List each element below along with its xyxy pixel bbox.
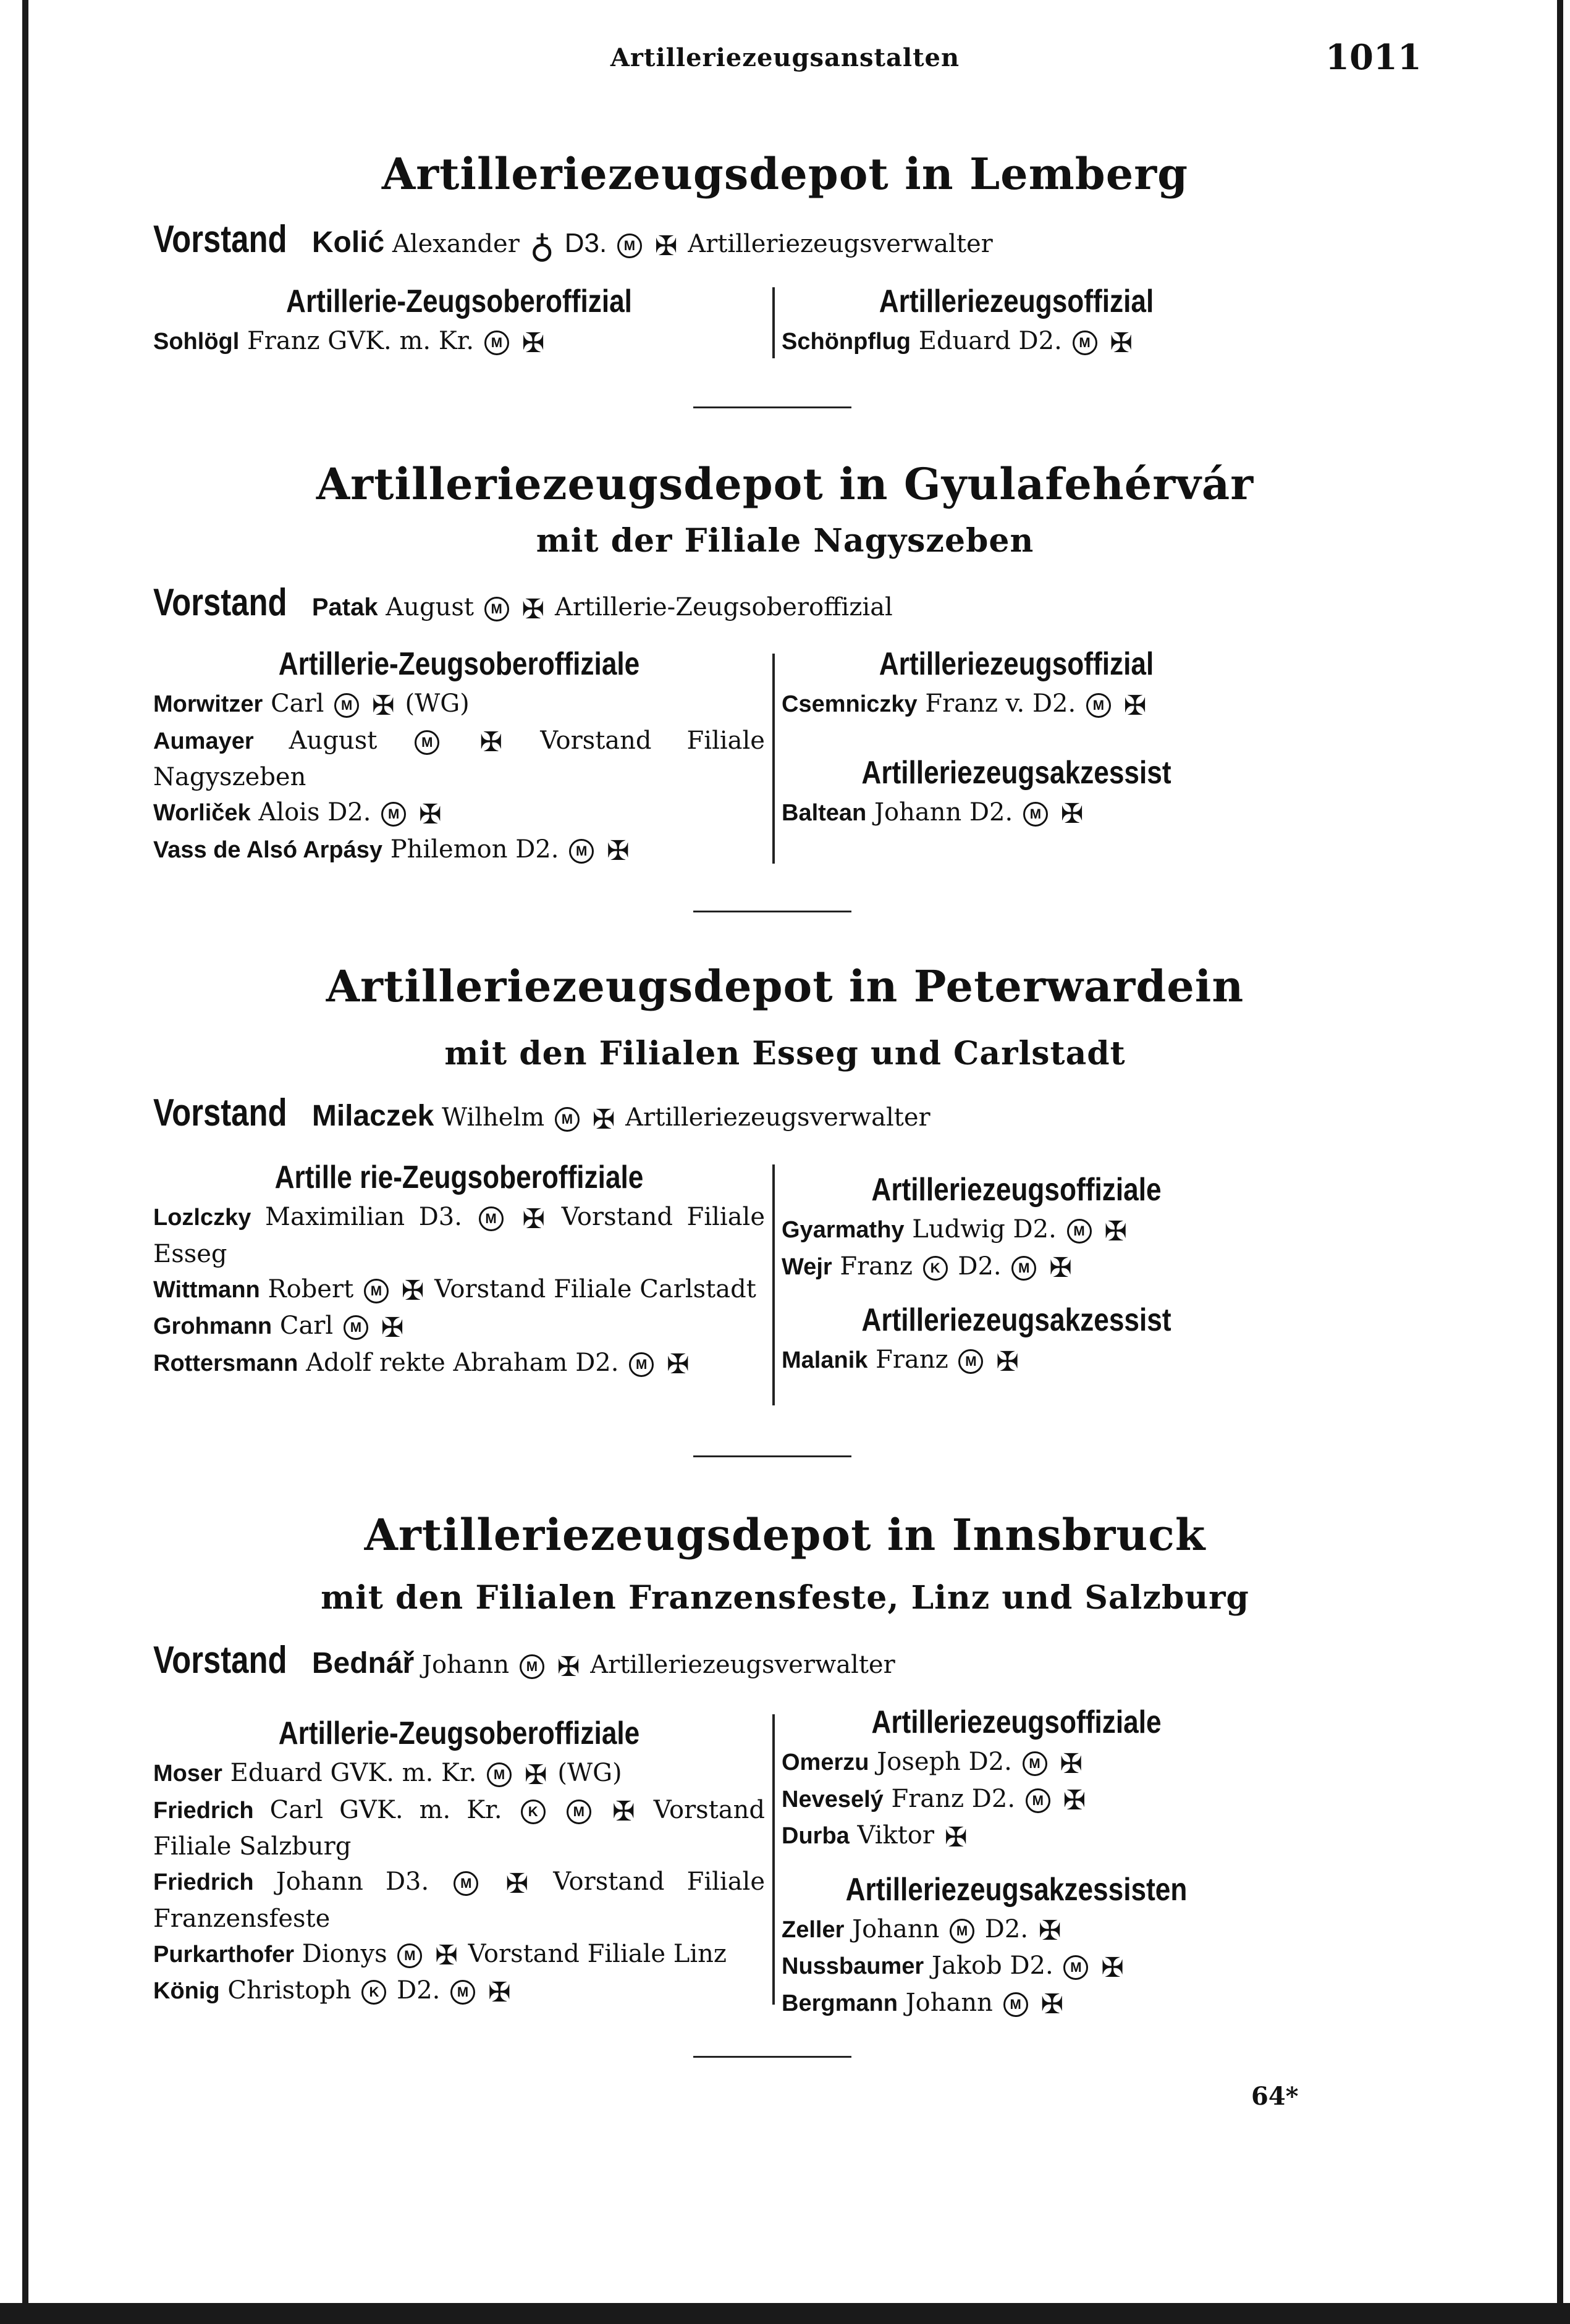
cross-icon: ✠ [666,1349,690,1380]
list-item [153,795,765,832]
m-badge-icon: M [479,1206,504,1231]
column-divider [772,287,775,358]
person-note: Vorstand Filiale Carlstadt [434,1274,756,1303]
m-badge-icon: M [1023,1751,1047,1776]
m-badge-icon: M [950,1919,974,1943]
person-details: Dionys [302,1939,387,1968]
person-details: August [289,726,378,755]
cross-icon: ✠ [1049,1252,1072,1284]
list-item [153,723,765,796]
person-note: Vorstand Filiale Salzburg [153,1795,765,1861]
column-subheading: Artilleriezeugsakzessist [861,1302,1171,1338]
cross-icon: ✠ [1063,1785,1086,1816]
person-surname: Gyarmathy [782,1217,905,1243]
m-badge-icon: M [484,597,509,621]
person-surname: Friedrich [153,1797,254,1824]
person-surname: Purkarthofer [153,1941,295,1968]
person-details: Eduard D2. [918,327,1062,355]
list-item [782,795,1251,832]
cross-icon: ✠ [944,1821,968,1853]
section-title-lemberg: Artilleriezeugsdepot in Lemberg [381,148,1189,200]
order-symbol-icon: ♁ [530,226,555,266]
person-note: Vorstand Filiale Franzensfeste [153,1867,766,1933]
vorstand-role: Artilleriezeugsverwalter [625,1103,931,1132]
list-item [153,1756,765,1793]
cross-icon: ✠ [522,1203,546,1235]
person-surname: Aumayer [153,728,254,754]
vorstand-rank: D3. [564,228,607,258]
person-note: (WG) [405,689,470,718]
m-badge-icon: M [487,1762,512,1787]
person-details: Ludwig D2. [912,1215,1057,1244]
person-note: Vorstand Filiale Linz [468,1939,727,1968]
person-surname: Grohmann [153,1313,272,1339]
m-badge-icon: M [1067,1219,1092,1244]
m-badge-icon: M [484,330,509,355]
m-badge-icon: M [617,234,642,258]
column-subheading: Artilleriezeugsakzessist [861,754,1171,791]
page-number: 1011 [1325,37,1422,78]
list-item [153,1793,765,1865]
m-badge-icon: M [1011,1256,1036,1281]
cross-icon: ✠ [505,1867,529,1900]
person-details: Franz [840,1252,913,1281]
person-surname: Rottersmann [153,1350,298,1376]
person-surname: Wejr [782,1253,832,1280]
vorstand-role: Artilleriezeugsverwalter [590,1651,895,1679]
m-badge-icon: M [344,1315,368,1340]
list-item [782,1948,1251,1985]
section-subtitle: mit den Filialen Franzensfeste, Linz und Salzburg [321,1579,1249,1617]
cross-icon: ✠ [1104,1215,1128,1247]
person-surname: Csemniczky [782,691,918,717]
list-item [153,1272,765,1309]
section-separator [693,406,851,408]
cross-icon: ✠ [418,798,442,830]
person-details: Alois D2. [258,798,371,827]
section-subtitle: mit den Filialen Esseg und Carlstadt [444,1035,1126,1072]
list-item [153,1973,765,2010]
m-badge-icon: M [381,802,406,827]
m-badge-icon: M [397,1943,422,1968]
m-badge-icon: M [454,1871,478,1896]
vorstand-role: Artilleriezeugsverwalter [688,230,993,258]
m-badge-icon: M [1073,330,1097,355]
person-surname: Durba [782,1823,850,1849]
person-rank: D2. [397,1976,441,2005]
person-details: Carl GVK. m. Kr. [269,1795,502,1824]
m-badge-icon: M [1023,802,1048,827]
vorstand-name: Patak [311,594,378,621]
column-heading: Artilleriezeugsoffizial [879,646,1154,682]
person-surname: Wittmann [153,1276,260,1303]
cross-icon: ✠ [1038,1915,1061,1947]
m-badge-icon: M [1063,1955,1088,1980]
vorstand-name: Bednář [311,1647,415,1680]
cross-icon: ✠ [435,1940,458,1971]
column-heading: Artillerie-Zeugsoberoffiziale [278,1716,640,1751]
person-details: Franz D2. [891,1784,1016,1813]
section-title-gyulafehervar: Artilleriezeugsdepot in Gyulafehérvár [316,458,1254,510]
cross-icon: ✠ [612,1796,635,1827]
list-item [782,1212,1251,1249]
list-item [153,324,765,361]
person-surname: Sohlögl [153,329,240,355]
column-heading: Artilleriezeugsoffiziale [871,1704,1162,1740]
section-separator [693,1455,851,1457]
list-item [782,1745,1251,1782]
m-badge-icon: M [364,1279,389,1303]
k-badge-icon: K [361,1980,386,2005]
list-item [782,1818,1251,1855]
m-badge-icon: M [555,1107,580,1132]
cross-icon: ✠ [371,689,395,722]
column-heading: Artilleriezeugsoffizial [879,284,1154,319]
person-details: Eduard GVK. m. Kr. [230,1759,477,1787]
vorstand-name: Kolić [311,226,385,259]
person-details: Carl [271,689,324,718]
vorstand-label: Vorstand [153,1092,287,1134]
vorstand-label: Vorstand [153,581,287,624]
vorstand-line-gyulafehervar [153,581,893,625]
person-details: Robert [268,1274,354,1303]
cross-icon: ✠ [524,1759,547,1791]
scan-border-bottom [0,2303,1570,2324]
person-surname: Schönpflug [782,329,911,355]
m-badge-icon: M [1086,693,1111,718]
cross-icon: ✠ [479,726,503,758]
list-item [782,686,1251,723]
vorstand-label: Vorstand [153,1639,287,1682]
column-heading: Artillerie-Zeugsoberoffiziale [278,646,640,682]
column-heading: Artilleriezeugsoffiziale [871,1172,1162,1208]
m-badge-icon: M [629,1352,654,1377]
person-details: Christoph [227,1976,352,2005]
list-item [153,686,765,723]
person-surname: Baltean [782,799,867,826]
cross-icon: ✠ [521,327,545,359]
person-details: Johann [905,1988,993,2017]
list-item [153,1864,765,1937]
right-column-lemberg [782,283,1251,361]
section-separator [693,911,851,912]
cross-icon: ✠ [381,1311,404,1344]
m-badge-icon: M [958,1349,983,1374]
left-column-lemberg [153,283,765,361]
scan-border-left [22,0,28,2324]
k-badge-icon: K [923,1256,948,1281]
vorstand-firstname: Alexander [392,230,520,258]
vorstand-name: Milaczek [311,1100,434,1132]
person-details: Carl [279,1311,334,1340]
vorstand-role: Artillerie-Zeugsoberoffizial [554,593,893,621]
person-rank: D2. [958,1252,1002,1281]
column-heading: Artillerie-Zeugsoberoffizial [286,284,632,319]
cross-icon: ✠ [1110,327,1133,359]
person-surname: Vass de Alsó Arpásy [153,836,383,863]
k-badge-icon: K [521,1800,546,1824]
m-badge-icon: M [1026,1788,1050,1813]
cross-icon: ✠ [557,1651,580,1683]
person-details: Johann D2. [874,798,1013,827]
m-badge-icon: M [569,839,594,864]
cross-icon: ✠ [1060,798,1084,830]
person-details: Philemon D2. [390,835,559,864]
person-details: Joseph D2. [877,1748,1012,1776]
section-subtitle: mit der Filiale Nagyszeben [536,522,1034,560]
person-surname: Malanik [782,1347,868,1373]
person-surname: Morwitzer [153,691,263,717]
list-item [782,1249,1251,1286]
person-details: Franz v. D2. [925,689,1076,718]
cross-icon: ✠ [654,230,678,262]
person-details: Franz [876,1345,948,1374]
m-badge-icon: M [567,1800,591,1824]
section-title-innsbruck: Artilleriezeugsdepot in Innsbruck [364,1509,1206,1560]
list-item [782,1985,1251,2023]
person-note: Vorstand Filiale Esseg [153,1203,766,1268]
vorstand-label: Vorstand [153,218,287,261]
person-note: (WG) [557,1759,622,1787]
person-surname: Moser [153,1761,222,1787]
right-column-innsbruck [782,1704,1251,2022]
column-heading: Artille rie-Zeugsoberoffiziale [274,1160,644,1195]
running-head: Artilleriezeugsanstalten [610,43,960,72]
cross-icon: ✠ [1101,1951,1124,1984]
person-surname: Nussbaumer [782,1953,924,1979]
scan-border-right [1557,0,1563,2324]
vorstand-firstname: Johann [421,1651,510,1679]
left-column-gyulafehervar [153,646,765,869]
m-badge-icon: M [1003,1992,1028,2017]
list-item [153,1937,765,1974]
person-note: Vorstand Filiale Nagyszeben [153,726,765,791]
person-rank: D2. [984,1914,1029,1943]
vorstand-line-innsbruck [153,1638,895,1683]
person-details: Viktor [857,1821,935,1850]
left-column-peterwardein [153,1159,765,1382]
list-item [782,324,1251,361]
person-details: Franz GVK. m. Kr. [247,327,475,355]
person-details: Johann [852,1914,940,1943]
vorstand-firstname: Wilhelm [441,1103,545,1132]
list-item [153,832,765,869]
person-surname: Worliček [153,800,251,826]
left-column-innsbruck [153,1715,765,2010]
person-details: Johann D3. [276,1867,429,1896]
right-column-gyulafehervar [782,646,1251,832]
list-item [153,1345,765,1383]
cross-icon: ✠ [606,835,630,867]
list-item [782,1782,1251,1819]
person-details: Maximilian D3. [265,1203,462,1231]
m-badge-icon: M [450,1980,475,2005]
column-subheading: Artilleriezeugsakzessisten [845,1871,1188,1908]
cross-icon: ✠ [401,1275,424,1307]
person-surname: Zeller [782,1916,845,1943]
column-divider [772,654,775,864]
person-surname: Friedrich [153,1869,254,1895]
m-badge-icon: M [415,730,439,755]
cross-icon: ✠ [1060,1748,1083,1780]
list-item [782,1342,1251,1379]
person-surname: Lozlczky [153,1205,251,1231]
person-surname: König [153,1978,220,2004]
signature-mark: 64* [1251,2082,1299,2111]
person-surname: Omerzu [782,1749,869,1775]
cross-icon: ✠ [487,1976,511,2008]
vorstand-line-lemberg [153,217,993,266]
person-details: Adolf rekte Abraham D2. [306,1348,619,1377]
list-item [782,1912,1251,1949]
column-divider [772,1714,775,2005]
list-item [153,1200,765,1272]
list-item [153,1308,765,1345]
column-divider [772,1164,775,1405]
cross-icon: ✠ [1040,1989,1064,2020]
m-badge-icon: M [334,693,359,718]
section-title-peterwardein: Artilleriezeugsdepot in Peterwardein [326,961,1244,1012]
cross-icon: ✠ [592,1103,615,1135]
section-separator [693,2056,851,2058]
person-surname: Neveselý [782,1786,884,1812]
person-details: Jakob D2. [931,1951,1053,1980]
vorstand-firstname: August [386,593,474,621]
person-surname: Bergmann [782,1990,898,2016]
cross-icon: ✠ [1123,689,1147,722]
cross-icon: ✠ [996,1345,1019,1378]
cross-icon: ✠ [521,593,545,625]
right-column-peterwardein [782,1171,1251,1379]
m-badge-icon: M [520,1654,544,1679]
vorstand-line-peterwardein [153,1091,931,1135]
